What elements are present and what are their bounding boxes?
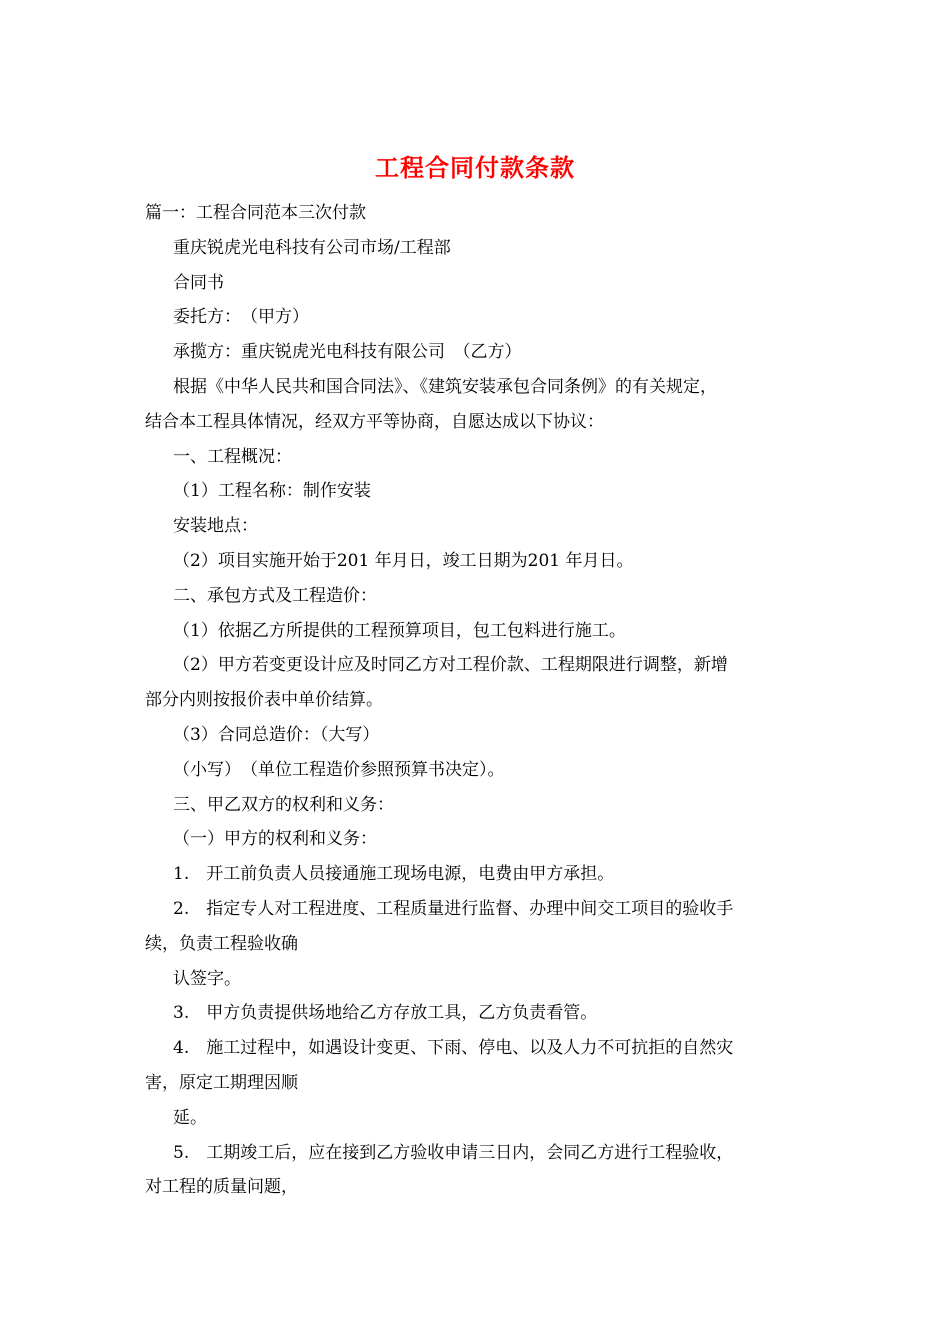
paragraph-line: 延。 [173, 1107, 207, 1128]
paragraph-line: 2. 指定专人对工程进度、工程质量进行监督、办理中间交工项目的验收手 [173, 898, 734, 919]
paragraph-line: （1）工程名称：制作安装 [173, 481, 371, 502]
paragraph-line: 5. 工期竣工后，应在接到乙方验收申请三日内，会同乙方进行工程验收， [173, 1142, 734, 1163]
paragraph-line: 安装地点： [173, 516, 258, 537]
paragraph-line: 续，负责工程验收确 [145, 933, 298, 954]
paragraph-line: 二、承包方式及工程造价： [173, 585, 377, 606]
paragraph-line: 结合本工程具体情况，经双方平等协商，自愿达成以下协议： [145, 411, 604, 432]
document-body [145, 196, 810, 1205]
paragraph-line: 重庆锐虎光电科技有公司市场/工程部 [173, 237, 451, 258]
paragraph-line: 3. 甲方负责提供场地给乙方存放工具，乙方负责看管。 [173, 1003, 598, 1024]
paragraph-line: 承揽方：重庆锐虎光电科技有限公司 （乙方） [173, 342, 522, 363]
document-title: 工程合同付款条款 [375, 153, 575, 182]
paragraph-line: （3）合同总造价：（大写） [173, 724, 380, 745]
paragraph-line: （一）甲方的权利和义务： [173, 829, 377, 850]
paragraph-line: 4. 施工过程中，如遇设计变更、下雨、停电、以及人力不可抗拒的自然灾 [173, 1038, 734, 1059]
paragraph-line: 1. 开工前负责人员接通施工现场电源，电费由甲方承担。 [173, 864, 615, 885]
section-heading: 篇一：工程合同范本三次付款 [145, 203, 366, 223]
paragraph-line: 一、工程概况： [173, 446, 292, 467]
paragraph-line: 根据《中华人民共和国合同法》、《建筑安装承包合同条例》的有关规定， [173, 376, 717, 397]
paragraph-line: 合同书 [173, 272, 224, 293]
paragraph-line: 三、甲乙双方的权利和义务： [173, 794, 394, 815]
paragraph-line: （2）甲方若变更设计应及时同乙方对工程价款、工程期限进行调整，新增 [173, 655, 728, 676]
paragraph-line: 部分内则按报价表中单价结算。 [145, 690, 383, 711]
paragraph-line: 委托方： （甲方） [173, 307, 309, 328]
paragraph-line: （小写） （单位工程造价参照预算书决定）。 [173, 759, 505, 780]
paragraph-line: （1）依据乙方所提供的工程预算项目，包工包料进行施工。 [173, 620, 626, 641]
paragraph-line: 认签字。 [173, 968, 241, 989]
paragraph-line: 害，原定工期理因顺 [145, 1072, 298, 1093]
paragraph-line: 对工程的质量问题， [145, 1177, 298, 1198]
paragraph-line: （2）项目实施开始于201 年月日，竣工日期为201 年月日。 [173, 550, 634, 571]
